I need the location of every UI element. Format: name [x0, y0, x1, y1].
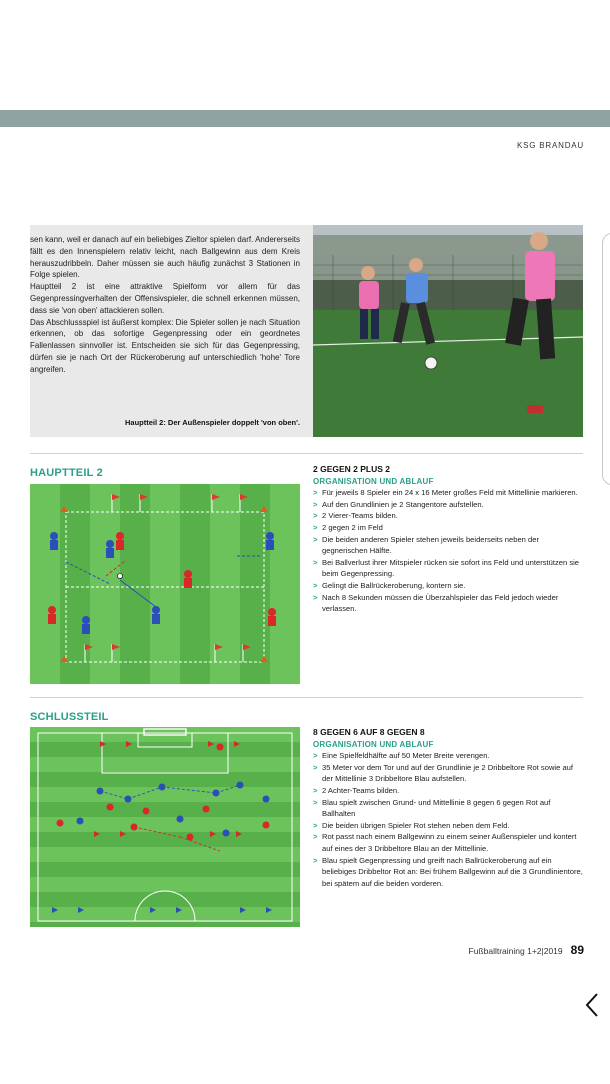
arrow-right-icon: > — [313, 820, 318, 830]
list-item: > 2 Vierer-Teams bilden. — [313, 511, 398, 521]
arrow-right-icon: > — [313, 785, 318, 795]
arrow-right-icon: > — [313, 557, 318, 567]
section-divider — [30, 453, 583, 454]
list-item: > Die beiden übrigen Spieler Rot stehen neben dem Feld. — [313, 820, 510, 830]
drill-diagram-schlussteil — [30, 727, 300, 927]
page-number: 89 — [570, 943, 584, 957]
list-item: > Auf den Grundlinien je 2 Stangentore aufstellen. — [313, 499, 484, 509]
intro-paragraph: sen kann, weil er danach auf ein beliebiges Zieltor spielen darf. Andererseits fällt es den Innenspielern relativ leicht, nach Ballgewinn aus dem Kreis herauszudribbeln. Daher müssen sie auch häufig zunächst 3 Stationen in Folge spielen. — [30, 235, 300, 280]
arrow-right-icon: > — [313, 592, 318, 602]
list-item: > Blau spielt zwischen Grund- und Mittellinie 8 gegen 6 gegen Rot auf Ballhalten — [313, 797, 551, 819]
list-item: > 2 Achter-Teams bilden. — [313, 785, 400, 795]
instruction-list — [313, 487, 585, 615]
list-item: > Rot passt nach einem Ballgewinn zu einem seiner Außenspieler und kontert auf eines der 3 Dribbeltore Blau an der Mittellinie. — [313, 832, 577, 853]
arrow-right-icon: > — [313, 832, 318, 842]
drill-subheading: ORGANISATION UND ABLAUF — [313, 476, 434, 486]
photo-caption: Hauptteil 2: Der Außenspieler doppelt 'von oben'. — [125, 418, 300, 427]
list-item: > 2 gegen 2 im Feld — [313, 522, 383, 532]
arrow-right-icon: > — [313, 797, 318, 807]
intro-paragraph: Das Abschlussspiel ist äußerst komplex: Die Spieler sollen je nach Situation erkennen, ob das sofortige Gegenpressing oder ein geordnetes Fallenlassen sinnvoller ist. Entscheiden sie sich für das Gegenpressing, dürfen sie je nach Ort der Rückeroberung auf unterschiedlich 'hohe' Tore angreifen. — [30, 317, 300, 374]
arrow-right-icon: > — [313, 511, 318, 521]
list-item: > Blau spielt Gegenpressing und greift nach Ballrückeroberung auf ein beliebiges Dribbeltor Rot an: Bei frühem Ballgewinn auf die 3 Grundlinientore, bei spätem auf die beiden vorderen. — [313, 855, 583, 888]
intro-text — [30, 234, 300, 376]
section-title-schlussteil: SCHLUSSTEIL — [30, 711, 109, 723]
arrow-right-icon: > — [313, 855, 318, 865]
list-item: > Nach 8 Sekunden müssen die Überzahlspieler das Feld jedoch wieder verlassen. — [313, 592, 559, 614]
list-item: > Bei Ballverlust ihrer Mitspieler rücken sie sofort ins Feld und unterstützen sie beim Gegenpressing. — [313, 557, 580, 579]
drill-heading: 8 GEGEN 6 AUF 8 GEGEN 8 — [313, 727, 425, 737]
intro-paragraph: Hauptteil 2 ist eine attraktive Spielform vor allem für das Gegenpressingverhalten der Offensivspieler, die schnell erkennen müssen, dass sie 'von oben' attackieren sollen. — [30, 282, 300, 315]
list-item: > Gelingt die Ballrückeroberung, kontern sie. — [313, 580, 466, 590]
list-item: > 35 Meter vor dem Tor und auf der Grundlinie je 2 Dribbeltore Rot sowie auf der Mittellinie 3 Dribbeltore Blau aufstellen. — [313, 762, 574, 784]
drill-heading: 2 GEGEN 2 PLUS 2 — [313, 464, 390, 474]
magazine-issue: Fußballtraining 1+2|2019 — [468, 946, 563, 956]
arrow-right-icon: > — [313, 534, 318, 544]
arrow-right-icon: > — [313, 762, 318, 772]
drill-subheading: ORGANISATION UND ABLAUF — [313, 739, 434, 749]
page-side-handle[interactable] — [602, 233, 610, 485]
club-name: KSG BRANDAU — [516, 141, 584, 150]
arrow-right-icon: > — [313, 488, 318, 498]
arrow-right-icon: > — [313, 522, 318, 532]
arrow-right-icon: > — [313, 499, 318, 509]
arrow-right-icon: > — [313, 751, 318, 761]
chevron-left-icon[interactable] — [580, 990, 604, 1020]
training-photo — [313, 225, 583, 437]
section-divider — [30, 697, 583, 698]
page-footer — [469, 943, 584, 957]
list-item: > Die beiden anderen Spieler stehen jeweils beiderseits neben der gegnerischen Hälfte. — [313, 534, 539, 556]
section-title-hauptteil-2: HAUPTTEIL 2 — [30, 467, 103, 479]
header-band — [0, 110, 610, 127]
arrow-right-icon: > — [313, 580, 318, 590]
instruction-list — [313, 750, 585, 889]
list-item: > Für jeweils 8 Spieler ein 24 x 16 Meter großes Feld mit Mittellinie markieren. — [313, 488, 578, 498]
hauptteil-2-text — [313, 464, 585, 615]
schlussteil-text — [313, 727, 585, 889]
drill-diagram-hauptteil-2 — [30, 484, 300, 684]
list-item: > Eine Spielfeldhälfte auf 50 Meter Breite verengen. — [313, 751, 490, 761]
